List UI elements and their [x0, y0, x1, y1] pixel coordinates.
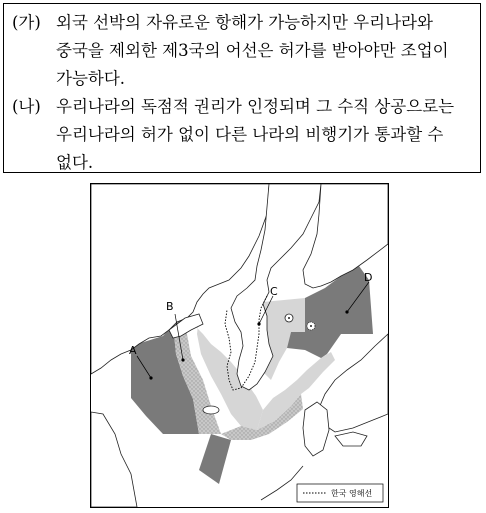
zone-b-label: B	[166, 300, 174, 313]
statement-line: 외국 선박의 자유로운 항해가 가능하지만 우리나라와	[56, 13, 433, 32]
zone-d-label: D	[364, 271, 373, 284]
zone-c-point	[257, 322, 260, 325]
taiwan-direction-land	[91, 412, 137, 507]
japan-shikoku	[335, 432, 367, 446]
ulleungdo-marker	[285, 314, 293, 322]
zone-ecs-dark	[199, 434, 231, 484]
map-legend	[297, 484, 383, 502]
jeju-island	[203, 406, 219, 414]
japan-kyushu	[303, 402, 329, 456]
dokdo-marker	[307, 322, 315, 330]
statement-line: 중국을 제외한 제3국의 어선은 허가를 받아야만 조업이	[56, 41, 449, 60]
legend-label: 한국 영해선	[331, 489, 373, 498]
statement-line: 없다.	[56, 153, 94, 172]
map-figure	[90, 183, 389, 508]
zone-a-point	[149, 376, 152, 379]
zone-c-label: C	[270, 285, 278, 298]
zone-d-point	[345, 310, 348, 313]
zone-a-label: A	[129, 344, 137, 357]
statement-line: 가능하다.	[56, 69, 126, 88]
zone-b-point	[181, 358, 184, 361]
statement-marker: (가)	[12, 13, 41, 32]
statement-marker: (나)	[12, 97, 41, 116]
statements-box	[3, 3, 481, 173]
statement-line: 우리나라의 허가 없이 다른 나라의 비행기가 통과할 수	[56, 125, 444, 144]
statement-line: 우리나라의 독점적 권리가 인정되며 그 수직 상공으로는	[56, 97, 455, 116]
map-svg	[91, 184, 388, 507]
